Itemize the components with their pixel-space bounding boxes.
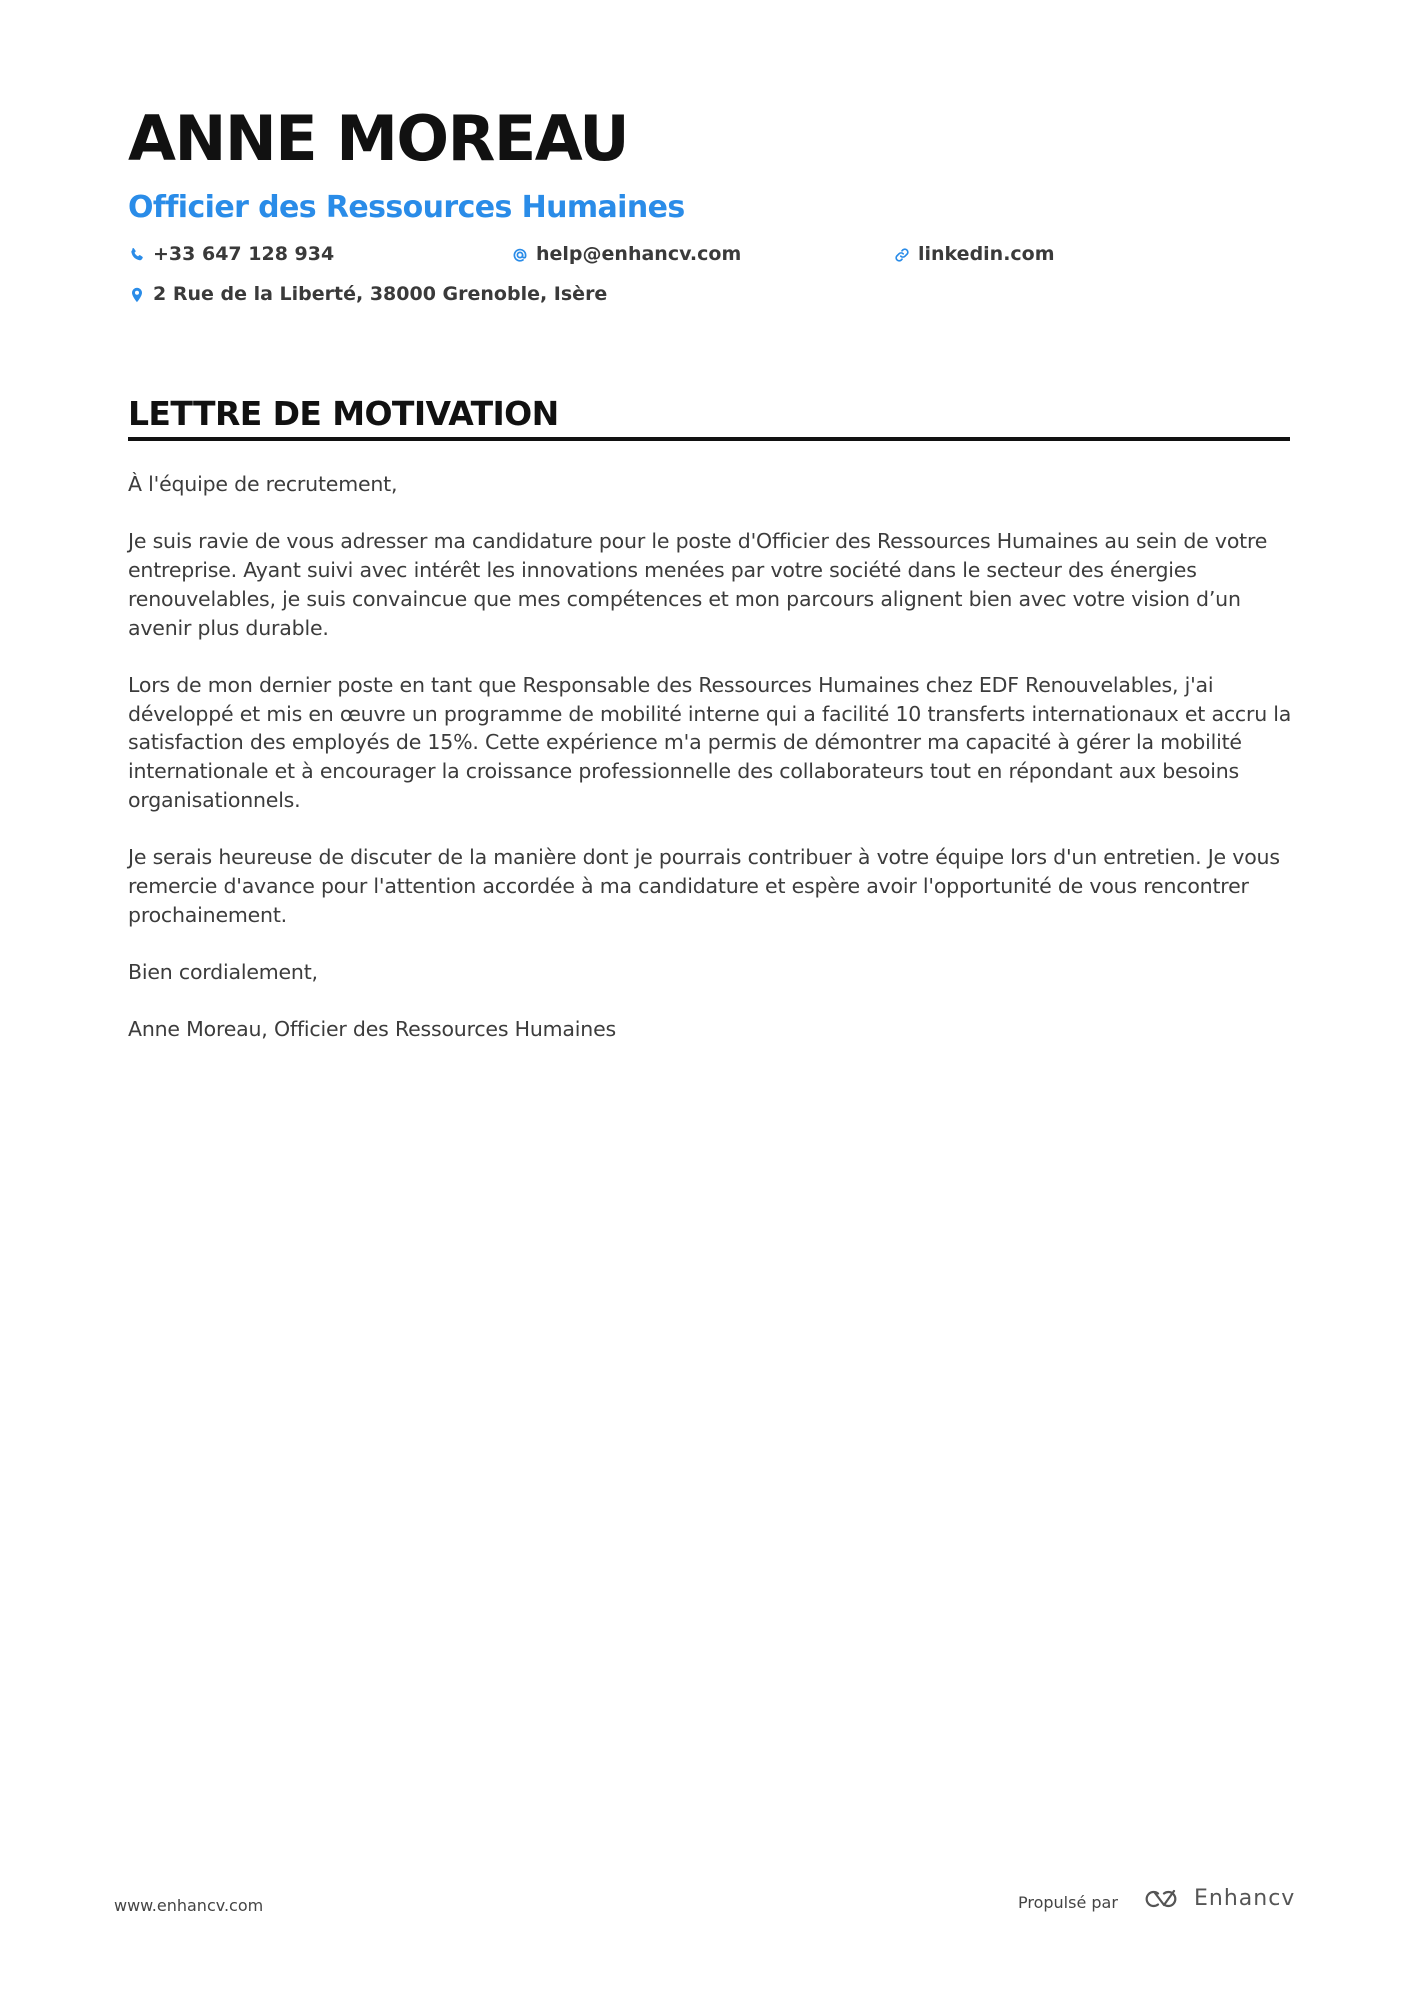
linkedin-text: linkedin.com xyxy=(918,243,1055,265)
contact-email[interactable] xyxy=(512,245,741,264)
letter-body xyxy=(128,470,1298,1073)
map-pin-icon xyxy=(129,287,145,303)
phone-icon xyxy=(129,247,145,263)
job-title: Officier des Ressources Humaines xyxy=(128,190,685,225)
phone-text: +33 647 128 934 xyxy=(153,243,335,265)
footer-url[interactable]: www.enhancv.com xyxy=(114,1896,264,1915)
address-text: 2 Rue de la Liberté, 38000 Grenoble, Isère xyxy=(153,283,608,305)
email-text: help@enhancv.com xyxy=(536,243,742,265)
letter-paragraph: Lors de mon dernier poste en tant que Responsable des Ressources Humaines chez EDF Renouvelables, j'ai développé et mis en œuvre un programme de mobilité interne qui a facilité 10 transferts internationaux et accru la satisfaction des employés de 15%. Cette expérience m'a permis de démontrer ma capacité à gérer la mobilité internationale et à encourager la croissance professionnelle des collaborateurs tout en répondant aux besoins organisationnels. xyxy=(128,672,1292,812)
contact-phone[interactable] xyxy=(129,245,334,264)
candidate-name: ANNE MOREAU xyxy=(128,102,629,175)
letter-greeting: À l'équipe de recrutement, xyxy=(128,472,398,496)
letter-signature: Anne Moreau, Officier des Ressources Humaines xyxy=(128,1017,616,1042)
footer-brand-logo[interactable] xyxy=(1138,1886,1295,1911)
contact-linkedin[interactable] xyxy=(894,245,1055,264)
section-divider xyxy=(128,437,1290,441)
footer-powered-by: Propulsé par xyxy=(1018,1893,1118,1912)
at-icon xyxy=(512,247,528,263)
letter-paragraph: Je serais heureuse de discuter de la manière dont je pourrais contribuer à votre équipe lors d'un entretien. Je vous remercie d'avance pour l'attention accordée à ma candidature et espère avoir l'opportunité de vous rencontrer prochainement. xyxy=(128,845,1280,927)
letter-paragraph: Je suis ravie de vous adresser ma candidature pour le poste d'Officier des Ressources Humaines au sein de votre entreprise. Ayant suivi avec intérêt les innovations menées par votre société dans le secteur des énergies renouvelables, je suis convaincue que mes compétences et mon parcours alignent bien avec votre vision d’un avenir plus durable. xyxy=(128,529,1268,640)
letter-closing: Bien cordialement, xyxy=(128,959,318,984)
footer-brand-name: Enhancv xyxy=(1194,1886,1296,1911)
section-title: LETTRE DE MOTIVATION xyxy=(128,394,559,433)
enhancv-logo-icon xyxy=(1138,1887,1184,1911)
link-icon xyxy=(894,247,910,263)
contact-address xyxy=(129,285,607,304)
